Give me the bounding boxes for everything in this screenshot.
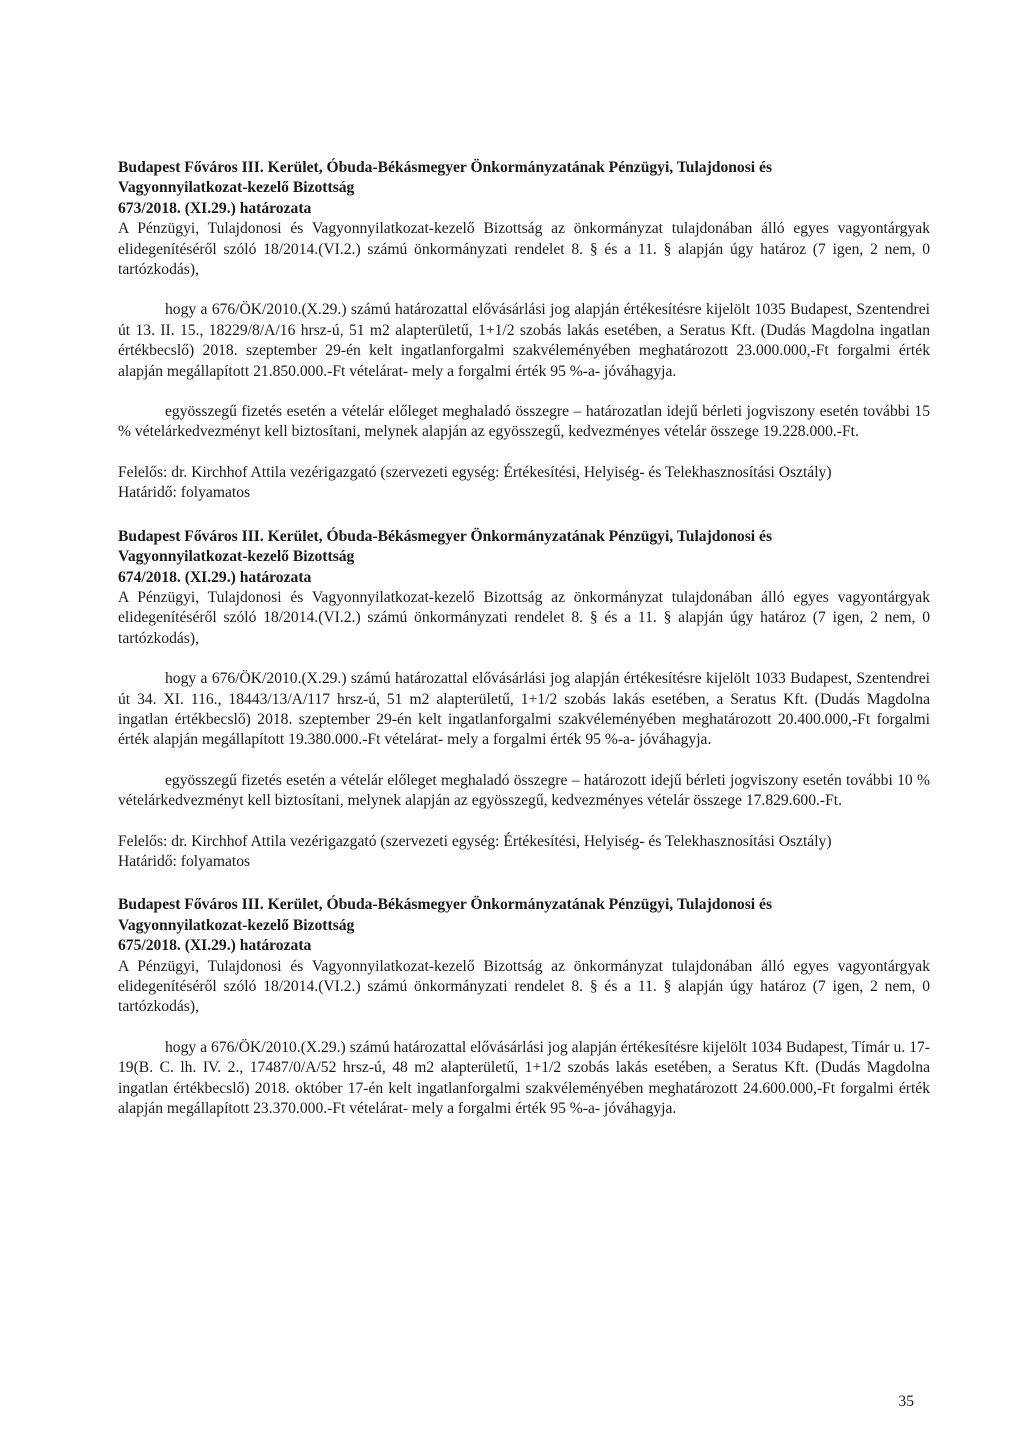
heading-line-1: Budapest Főváros III. Kerület, Óbuda-Békásmegyer Önkormányzatának Pénzügyi, Tulajdonosi és: [118, 896, 773, 914]
resolution-decision: hogy a 676/ÖK/2010.(X.29.) számú határozattal elővásárlási jog alapján értékesítésre kijelölt 1035 Budapest, Szentendrei út 13. II. 15., 18229/8/A/16 hrsz-ú, 51 m2 alapterületű, 1+1/2 szobás lakás esetében, a Seratus Kft. (Dudás Magdolna ingatlan értékbecslő) 2018. szeptember 29-én kelt ingatlanforgalmi szakvéleményében meghatározott 23.000.000,-Ft forgalmi érték alapján megállapított 21.850.000.-Ft vételárat- mely a forgalmi érték 95 %-a- jóváhagyja.: [118, 301, 930, 380]
committee-heading: [118, 158, 930, 219]
heading-line-1: Budapest Főváros III. Kerület, Óbuda-Békásmegyer Önkormányzatának Pénzügyi, Tulajdonosi és: [118, 527, 773, 545]
resolution-number: 673/2018. (XI.29.) határozata: [118, 199, 312, 217]
resolution-decision: hogy a 676/ÖK/2010.(X.29.) számú határozattal elővásárlási jog alapján értékesítésre kijelölt 1034 Budapest, Tímár u. 17-19(B. C. lh. IV. 2., 17487/0/A/52 hrsz-ú, 48 m2 alapterületű, 1+1/2 szobás lakás esetében, a Seratus Kft. (Dudás Magdolna ingatlan értékbecslő) 2018. október 17-én kelt ingatlanforgalmi szakvéleményében meghatározott 24.600.000,-Ft forgalmi érték alapján megállapított 23.370.000.-Ft vételárat- mely a forgalmi érték 95 %-a- jóváhagyja.: [118, 1038, 930, 1118]
heading-line-1: Budapest Főváros III. Kerület, Óbuda-Békásmegyer Önkormányzatának Pénzügyi, Tulajdonosi és: [118, 159, 773, 176]
resolution-673: [118, 158, 930, 504]
heading-line-2: Vagyonnyilatkozat-kezelő Bizottság: [118, 548, 355, 566]
committee-heading: [118, 527, 930, 588]
resolution-intro: A Pénzügyi, Tulajdonosi és Vagyonnyilatkozat-kezelő Bizottság az önkormányzat tulajdonában álló egyes vagyontárgyak elidegenítéséről szóló 18/2014.(VI.2.) számú önkormányzati rendelet 8. § és a 11. § alapján úgy határoz (7 igen, 2 nem, 0 tartózkodás),: [118, 588, 930, 647]
deadline: Határidő: folyamatos: [118, 484, 251, 502]
resolution-number: 675/2018. (XI.29.) határozata: [118, 937, 312, 955]
committee-heading: [118, 895, 930, 956]
heading-line-2: Vagyonnyilatkozat-kezelő Bizottság: [118, 179, 355, 197]
resolution-674: [118, 527, 930, 873]
resolution-number: 674/2018. (XI.29.) határozata: [118, 568, 312, 586]
page-number: 35: [898, 1393, 914, 1410]
resolution-discount: egyösszegű fizetés esetén a vételár előleget meghaladó összegre – határozatlan idejű bérleti jogviszony esetén további 15 % vételárkedvezményt kell biztosítani, melynek alapján az egyösszegű, kedvezményes vételár összege 19.228.000.-Ft.: [118, 403, 930, 441]
resolution-decision: hogy a 676/ÖK/2010.(X.29.) számú határozattal elővásárlási jog alapján értékesítésre kijelölt 1033 Budapest, Szentendrei út 34. XI. 116., 18443/13/A/117 hrsz-ú, 51 m2 alapterületű, 1+1/2 szobás lakás esetében, a Seratus Kft. (Dudás Magdolna ingatlan értékbecslő) 2018. szeptember 29-én kelt ingatlanforgalmi szakvéleményében meghatározott 20.400.000,-Ft forgalmi érték alapján megállapított 19.380.000.-Ft vételárat- mely a forgalmi érték 95 %-a- jóváhagyja.: [118, 670, 930, 749]
document-page: [118, 158, 930, 1119]
resolution-intro: A Pénzügyi, Tulajdonosi és Vagyonnyilatkozat-kezelő Bizottság az önkormányzat tulajdonában álló egyes vagyontárgyak elidegenítéséről szóló 18/2014.(VI.2.) számú önkormányzati rendelet 8. § és a 11. § alapján úgy határoz (7 igen, 2 nem, 0 tartózkodás),: [118, 957, 930, 1016]
responsible-person: Felelős: dr. Kirchhof Attila vezérigazgató (szervezeti egység: Értékesítési, Helyiség- és Telekhasznosítási Osztály): [118, 463, 832, 481]
resolution-intro: A Pénzügyi, Tulajdonosi és Vagyonnyilatkozat-kezelő Bizottság az önkormányzat tulajdonában álló egyes vagyontárgyak elidegenítéséről szóló 18/2014.(VI.2.) számú önkormányzati rendelet 8. § és a 11. § alapján úgy határoz (7 igen, 2 nem, 0 tartózkodás),: [118, 220, 930, 279]
heading-line-2: Vagyonnyilatkozat-kezelő Bizottság: [118, 916, 355, 934]
resolution-675: [118, 895, 930, 1119]
resolution-discount: egyösszegű fizetés esetén a vételár előleget meghaladó összegre – határozott idejű bérleti jogviszony esetén további 10 % vételárkedvezményt kell biztosítani, melynek alapján az egyösszegű, kedvezményes vételár összege 17.829.600.-Ft.: [118, 771, 930, 810]
deadline: Határidő: folyamatos: [118, 852, 251, 870]
responsible-person: Felelős: dr. Kirchhof Attila vezérigazgató (szervezeti egység: Értékesítési, Helyiség- és Telekhasznosítási Osztály): [118, 832, 832, 850]
